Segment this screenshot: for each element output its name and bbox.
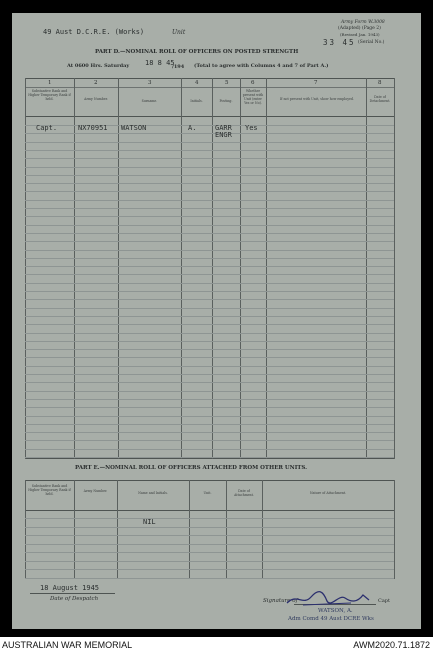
ruled-line (25, 333, 394, 334)
ruled-line (25, 150, 394, 151)
signature-label: Signature of (263, 598, 298, 604)
form-number: Army Form W.3008 (341, 20, 385, 25)
part-e-colhdr-nature: Nature of Attachment. (309, 491, 347, 495)
part-e-top-rule (25, 480, 394, 481)
ruled-line (25, 183, 394, 184)
accession-number: AWM2020.71.1872 (353, 640, 430, 650)
ruled-line (25, 274, 394, 275)
ruled-line (25, 200, 394, 201)
part-e-col-line-4 (226, 480, 227, 579)
ruled-line (25, 258, 394, 259)
part-d-col-line-0 (25, 78, 26, 459)
ruled-line (25, 167, 394, 168)
part-d-colhdr-posting: Posting. (219, 99, 233, 103)
part-e-colhdr-rank: Substantive Rank and Higher Temporary Rank if held. (28, 484, 71, 496)
part-d-colhdr-employed: If not present with Unit, show how employed. (280, 97, 354, 101)
unit-label: Unit (172, 29, 186, 36)
ruled-line (25, 316, 394, 317)
signatory-title: Adm Comd 49 Aust DCRE Wks (288, 616, 374, 622)
part-e-col-line-6 (394, 480, 395, 579)
part-d-total-note: (Total to agree with Columns 4 and 7 of Part A.) (194, 63, 329, 69)
part-d-colhdr-number: Army Number. (84, 97, 108, 101)
part-d-colhdr-rank: Substantive Rank and Higher Temporary Rank if held. (28, 89, 71, 101)
part-e-col-line-3 (189, 480, 190, 579)
part-d-col-line-3 (181, 78, 182, 459)
part-e-col-line-0 (25, 480, 26, 579)
ruled-line (25, 424, 394, 425)
ruled-line (25, 399, 394, 400)
part-d-colnum-6: 6 (251, 80, 255, 86)
archive-footer (0, 637, 433, 653)
ruled-line (25, 357, 394, 358)
part-d-title: PART D.—NOMINAL ROLL OF OFFICERS ON POSTED STRENGTH (95, 49, 299, 55)
ruled-line (25, 216, 394, 217)
ruled-line (25, 518, 394, 519)
ruled-line (25, 341, 394, 342)
part-d-col-line-5 (240, 78, 241, 459)
ruled-line (25, 299, 394, 300)
ruled-line (25, 407, 394, 408)
part-d-row-initials: A. (188, 124, 197, 132)
serial-value: 33 45 (323, 38, 356, 47)
part-d-row-present: Yes (245, 124, 258, 132)
part-d-row-rank: Capt. (36, 124, 58, 132)
part-d-colnum-5: 5 (225, 80, 229, 86)
part-e-col-line-5 (262, 480, 263, 579)
ruled-line (25, 133, 394, 134)
despatch-label: Date of Despatch (50, 596, 99, 602)
part-e-colhdr-name: Name and Initials. (138, 491, 168, 495)
ruled-line (25, 158, 394, 159)
ruled-line (25, 142, 394, 143)
part-d-col-line-8 (394, 78, 395, 459)
handwritten-signature (283, 588, 383, 610)
part-d-colnum-1: 1 (48, 80, 52, 86)
part-e-col-line-2 (117, 480, 118, 579)
ruled-line (25, 382, 394, 383)
signatory-capt: Capt (378, 598, 391, 604)
ruled-line (25, 250, 394, 251)
ruled-line (25, 175, 394, 176)
ruled-line (25, 457, 394, 458)
part-d-row-number: NX70951 (78, 124, 108, 132)
part-e-colhdr-date: Date of Attachment. (234, 489, 254, 497)
ruled-line (25, 416, 394, 417)
unit-value: 49 Aust D.C.R.E. (Works) (43, 28, 145, 36)
form-adapted: (Adapted) (Page 2) (338, 26, 381, 31)
part-d-header-rule (25, 116, 394, 117)
ruled-line (25, 308, 394, 309)
part-e-title: PART E.—NOMINAL ROLL OF OFFICERS ATTACHED FROM OTHER UNITS. (75, 465, 308, 471)
ruled-line (25, 366, 394, 367)
ruled-line (25, 283, 394, 284)
ruled-line (25, 569, 394, 570)
despatch-date: 18 August 1945 (40, 584, 100, 592)
ruled-line (25, 241, 394, 242)
part-d-row-posting-1: GARR (215, 124, 232, 132)
ruled-line (25, 191, 394, 192)
part-d-colnum-4: 4 (195, 80, 199, 86)
part-d-row-posting-2: ENGR (215, 131, 232, 139)
part-d-colnum-rule (25, 87, 394, 88)
ruled-line (25, 432, 394, 433)
ruled-line (25, 291, 394, 292)
ruled-line (25, 449, 394, 450)
part-d-col-line-7 (366, 78, 367, 459)
part-d-date-suffix: /194 (172, 64, 185, 70)
part-e-header-rule (25, 510, 394, 511)
ruled-line (25, 527, 394, 528)
part-e-col-line-1 (74, 480, 75, 579)
despatch-rule (30, 593, 115, 594)
ruled-line (25, 208, 394, 209)
ruled-line (25, 578, 394, 579)
part-d-col-line-2 (118, 78, 119, 459)
ruled-line (25, 225, 394, 226)
part-e-nil: NIL (143, 518, 156, 526)
part-d-at-text: At 0600 Hrs. Saturday (67, 63, 130, 69)
ruled-line (25, 233, 394, 234)
ruled-line (25, 535, 394, 536)
part-d-colhdr-initials: Initials. (190, 99, 203, 103)
part-e-colhdr-number: Army Number. (83, 489, 108, 493)
ruled-line (25, 391, 394, 392)
institution-label: AUSTRALIAN WAR MEMORIAL (2, 640, 133, 650)
form-revised: (Revised Jan. 1943) (340, 32, 380, 37)
ruled-line (25, 552, 394, 553)
ruled-line (25, 374, 394, 375)
part-d-bottom-rule (25, 458, 394, 459)
part-d-colnum-3: 3 (148, 80, 152, 86)
part-d-top-rule (25, 78, 394, 79)
part-d-col-line-4 (212, 78, 213, 459)
part-d-colhdr-detach: Date of Detachment. (369, 95, 391, 103)
part-d-col-line-1 (74, 78, 75, 459)
ruled-line (25, 440, 394, 441)
part-d-colnum-2: 2 (94, 80, 98, 86)
ruled-line (25, 324, 394, 325)
serial-label: (Serial No.) (358, 40, 385, 45)
ruled-line (25, 266, 394, 267)
part-e-colhdr-unit: Unit. (203, 491, 212, 495)
signatory-name: WATSON, A. (318, 608, 353, 614)
part-d-col-line-6 (266, 78, 267, 459)
part-d-colnum-8: 8 (378, 80, 382, 86)
ruled-line (25, 544, 394, 545)
part-d-row-surname: WATSON (121, 124, 147, 132)
part-d-colhdr-present: Whether present with Unit (enter Yes or No). (242, 89, 264, 105)
part-d-colnum-7: 7 (314, 80, 318, 86)
part-d-date-value: 18 8 45 (145, 59, 175, 67)
ruled-line (25, 561, 394, 562)
part-d-colhdr-surname: Surname. (141, 99, 158, 103)
ruled-line (25, 349, 394, 350)
